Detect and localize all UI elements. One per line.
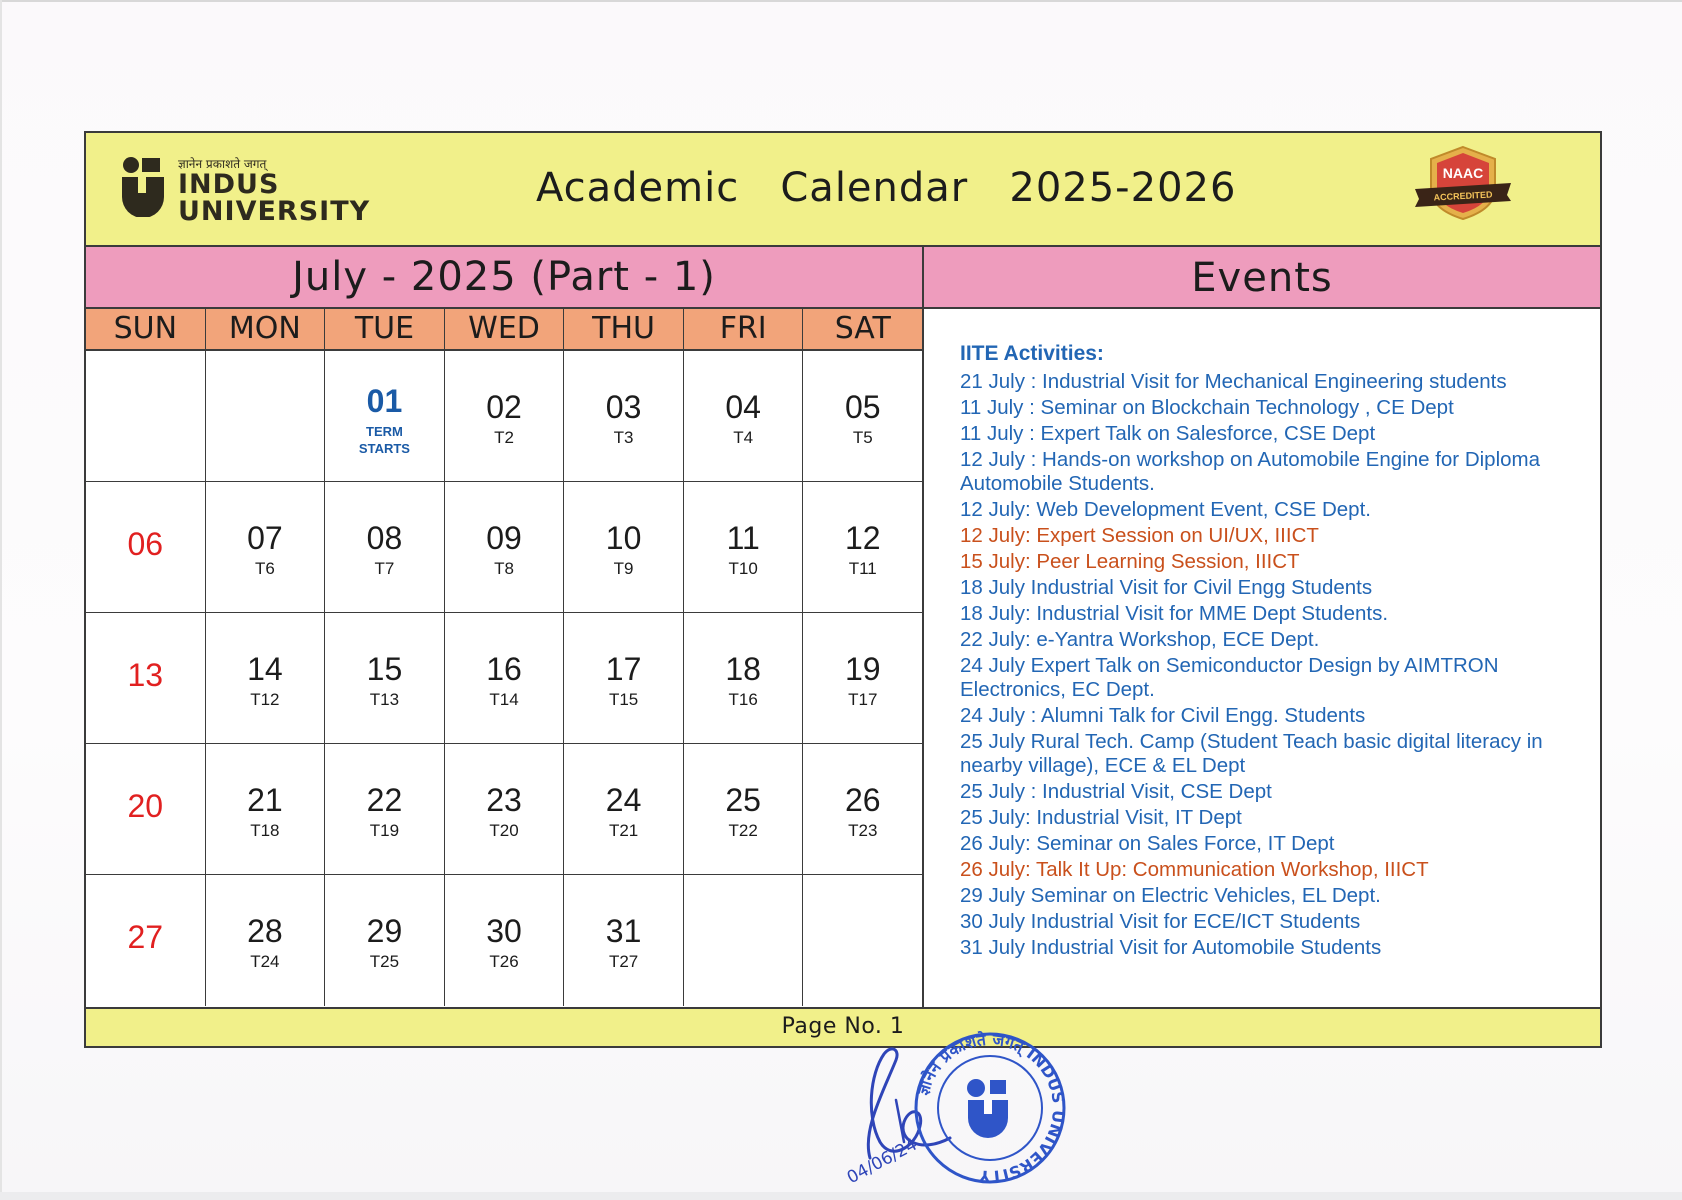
date-number: 25: [725, 782, 761, 818]
date-number: 16: [486, 651, 522, 687]
date-number: 05: [844, 389, 881, 425]
date-cell: [684, 482, 804, 612]
teaching-day-code: T25: [369, 952, 400, 971]
event-item-highlight: 12 July: Expert Session on UI/UX, IIICT: [960, 524, 1319, 547]
seal-logo-square: [990, 1080, 1006, 1094]
event-item: 12 July: Web Development Event, CSE Dept.: [960, 498, 1371, 521]
date-cell: [684, 875, 804, 1006]
date-cell: [445, 875, 565, 1006]
event-item: 26 July: Seminar on Sales Force, IT Dept: [960, 832, 1335, 855]
date-cell: [803, 482, 922, 612]
date-number: 09: [486, 520, 522, 556]
teaching-day-code: T5: [852, 428, 873, 447]
teaching-day-code: T6: [254, 559, 275, 578]
sunday-date-number: 06: [127, 526, 164, 562]
date-cell: [86, 351, 206, 481]
date-cell-sunday: [86, 744, 206, 874]
date-number: 04: [725, 389, 761, 425]
teaching-day-code: T23: [848, 821, 878, 840]
week-row-2: [86, 482, 922, 613]
date-number: 03: [605, 389, 642, 425]
teaching-day-code: T16: [728, 690, 758, 709]
logo-tagline: ज्ञानेन प्रकाशते जगत्: [178, 157, 267, 171]
date-number: 18: [725, 651, 761, 687]
teaching-day-code: T19: [369, 821, 400, 840]
event-item: 25 July: Industrial Visit, IT Dept: [960, 806, 1242, 829]
event-item: 25 July : Industrial Visit, CSE Dept: [960, 780, 1272, 803]
signature-date: 04/06/24: [843, 1134, 921, 1189]
date-cell: [206, 613, 326, 743]
event-item: 11 July : Expert Talk on Salesforce, CSE Dept: [960, 422, 1376, 445]
date-number: 08: [366, 520, 403, 556]
teaching-day-code: T21: [608, 821, 639, 840]
logo-wordmark-line2: UNIVERSITY: [178, 196, 371, 227]
date-cell: [325, 875, 445, 1006]
teaching-day-code: T3: [613, 428, 634, 447]
seal-text: ज्ञानेन प्रकाशते जगत् INDUS UNIVERSITY: [913, 1030, 1069, 1187]
seal-logo-dot: [967, 1079, 985, 1097]
event-item: 25 July Rural Tech. Camp (Student Teach basic digital literacy in nearby village), ECE & EL Dept: [960, 730, 1543, 777]
events-heading: IITE Activities:: [960, 342, 1104, 365]
week-row-4: [86, 744, 922, 875]
teaching-day-code: T24: [250, 952, 280, 971]
date-number: 23: [486, 782, 522, 818]
weekday-sat: SAT: [834, 311, 891, 346]
date-number: 19: [844, 651, 881, 687]
date-cell-term-start: [325, 351, 445, 481]
date-cell: [564, 875, 684, 1006]
date-number: 17: [605, 651, 642, 687]
teaching-day-code: T8: [494, 559, 514, 578]
term-start-line2: STARTS: [358, 441, 410, 456]
date-cell: [684, 744, 804, 874]
date-number: 29: [366, 913, 403, 949]
date-cell: [564, 613, 684, 743]
teaching-day-code: T22: [728, 821, 758, 840]
date-cell: [803, 875, 922, 1006]
date-cell: [564, 482, 684, 612]
teaching-day-code: T7: [374, 559, 395, 578]
term-start-line1: TERM: [366, 424, 403, 439]
event-item-highlight: 26 July: Talk It Up: Communication Workshop, IIICT: [960, 858, 1429, 881]
date-number: 15: [366, 651, 403, 687]
date-number: 11: [726, 520, 760, 556]
event-item-highlight: 15 July: Peer Learning Session, IIICT: [960, 550, 1300, 573]
date-number: 21: [247, 782, 283, 818]
date-number: 31: [605, 913, 642, 949]
date-cell: [684, 613, 804, 743]
event-item: 18 July: Industrial Visit for MME Dept Students.: [960, 602, 1389, 625]
events-list: [960, 342, 1588, 962]
naac-badge-text: NAAC: [1442, 165, 1484, 181]
date-number: 24: [605, 782, 642, 818]
date-number: 28: [247, 913, 283, 949]
scan-edge-top: [0, 0, 1682, 2]
week-row-3: [86, 613, 922, 744]
date-cell: [325, 482, 445, 612]
teaching-day-code: T10: [728, 559, 758, 578]
teaching-day-code: T27: [608, 952, 639, 971]
signature-and-seal: [800, 1030, 1100, 1200]
indus-university-logo: [120, 147, 380, 227]
teaching-day-code: T9: [613, 559, 634, 578]
teaching-day-code: T4: [733, 428, 754, 447]
weekday-header-row: [86, 309, 924, 351]
date-number: 07: [247, 520, 283, 556]
date-number: 12: [844, 520, 881, 556]
calendar-title: Academic Calendar 2025-2026: [536, 165, 1237, 211]
event-item: 29 July Seminar on Electric Vehicles, EL Dept.: [960, 884, 1381, 907]
scan-edge-left: [0, 0, 2, 1200]
date-number: 10: [605, 520, 642, 556]
date-cell-sunday: [86, 613, 206, 743]
teaching-day-code: T15: [608, 690, 639, 709]
month-title: July - 2025 (Part - 1): [86, 247, 924, 309]
weekday-wed: WED: [445, 309, 565, 349]
teaching-day-code: T13: [369, 690, 400, 709]
sunday-date-number: 20: [127, 788, 164, 824]
date-cell: [803, 744, 922, 874]
weekday-mon: MON: [206, 309, 326, 349]
event-item: 24 July Expert Talk on Semiconductor Design by AIMTRON Electronics, EC Dept.: [960, 654, 1499, 701]
naac-ribbon-text: ACCREDITED: [1433, 189, 1493, 203]
term-start-day: 01: [366, 383, 403, 419]
weekday-sun: SUN: [86, 309, 206, 349]
teaching-day-code: T12: [250, 690, 280, 709]
date-number: 30: [486, 913, 522, 949]
date-cell: [445, 351, 565, 481]
date-number: 22: [366, 782, 403, 818]
weekday-tue: TUE: [325, 309, 445, 349]
event-item: 18 July Industrial Visit for Civil Engg Students: [960, 576, 1373, 599]
event-item: 30 July Industrial Visit for ECE/ICT Students: [960, 910, 1361, 933]
date-cell: [684, 351, 804, 481]
date-cell: [445, 613, 565, 743]
date-cell: [564, 744, 684, 874]
date-cell-sunday: [86, 482, 206, 612]
sunday-date-number: 27: [127, 919, 164, 955]
date-number: 14: [247, 651, 283, 687]
date-cell: [564, 351, 684, 481]
calendar-grid: [86, 351, 924, 1007]
calendar-page: [84, 131, 1602, 1048]
date-cell: [206, 875, 326, 1006]
date-cell: [206, 351, 326, 481]
event-item: 22 July: e-Yantra Workshop, ECE Dept.: [960, 628, 1320, 651]
page-number-footer: Page No. 1: [86, 1007, 1600, 1046]
date-cell: [803, 351, 922, 481]
week-row-1: [86, 351, 922, 482]
event-item: 24 July : Alumni Talk for Civil Engg. Students: [960, 704, 1366, 727]
date-cell: [803, 613, 922, 743]
teaching-day-code: T11: [848, 559, 877, 578]
event-item: 31 July Industrial Visit for Automobile Students: [960, 936, 1382, 959]
university-logo-icon: [120, 155, 172, 217]
date-cell: [445, 744, 565, 874]
date-cell: [325, 613, 445, 743]
events-title: Events: [924, 247, 1600, 309]
sunday-date-number: 13: [127, 657, 164, 693]
date-cell: [325, 744, 445, 874]
teaching-day-code: T18: [250, 821, 280, 840]
week-row-5: [86, 875, 922, 1006]
weekday-fri: FRI: [684, 309, 804, 349]
date-cell-sunday: [86, 875, 206, 1006]
event-item: 11 July : Seminar on Blockchain Technology , CE Dept: [960, 396, 1454, 419]
date-cell: [206, 744, 326, 874]
date-number: 02: [486, 389, 522, 425]
event-item: 21 July : Industrial Visit for Mechanical Engineering students: [960, 370, 1507, 393]
date-cell: [445, 482, 565, 612]
term-start-note: [325, 423, 444, 457]
teaching-day-code: T26: [489, 952, 519, 971]
date-cell: [206, 482, 326, 612]
event-item: 12 July : Hands-on workshop on Automobile Engine for Diploma Automobile Students.: [960, 448, 1541, 495]
teaching-day-code: T17: [848, 690, 878, 709]
teaching-day-code: T14: [489, 690, 519, 709]
date-number: 26: [844, 782, 881, 818]
seal-logo-notch: [984, 1100, 992, 1114]
teaching-day-code: T20: [489, 821, 519, 840]
calendar-header: [86, 133, 1600, 247]
naac-accredited-badge: [1411, 143, 1515, 223]
events-panel: [924, 309, 1600, 1007]
teaching-day-code: T2: [494, 428, 514, 447]
weekday-thu: THU: [564, 309, 684, 349]
logo-wordmark-line1: INDUS: [178, 169, 280, 200]
